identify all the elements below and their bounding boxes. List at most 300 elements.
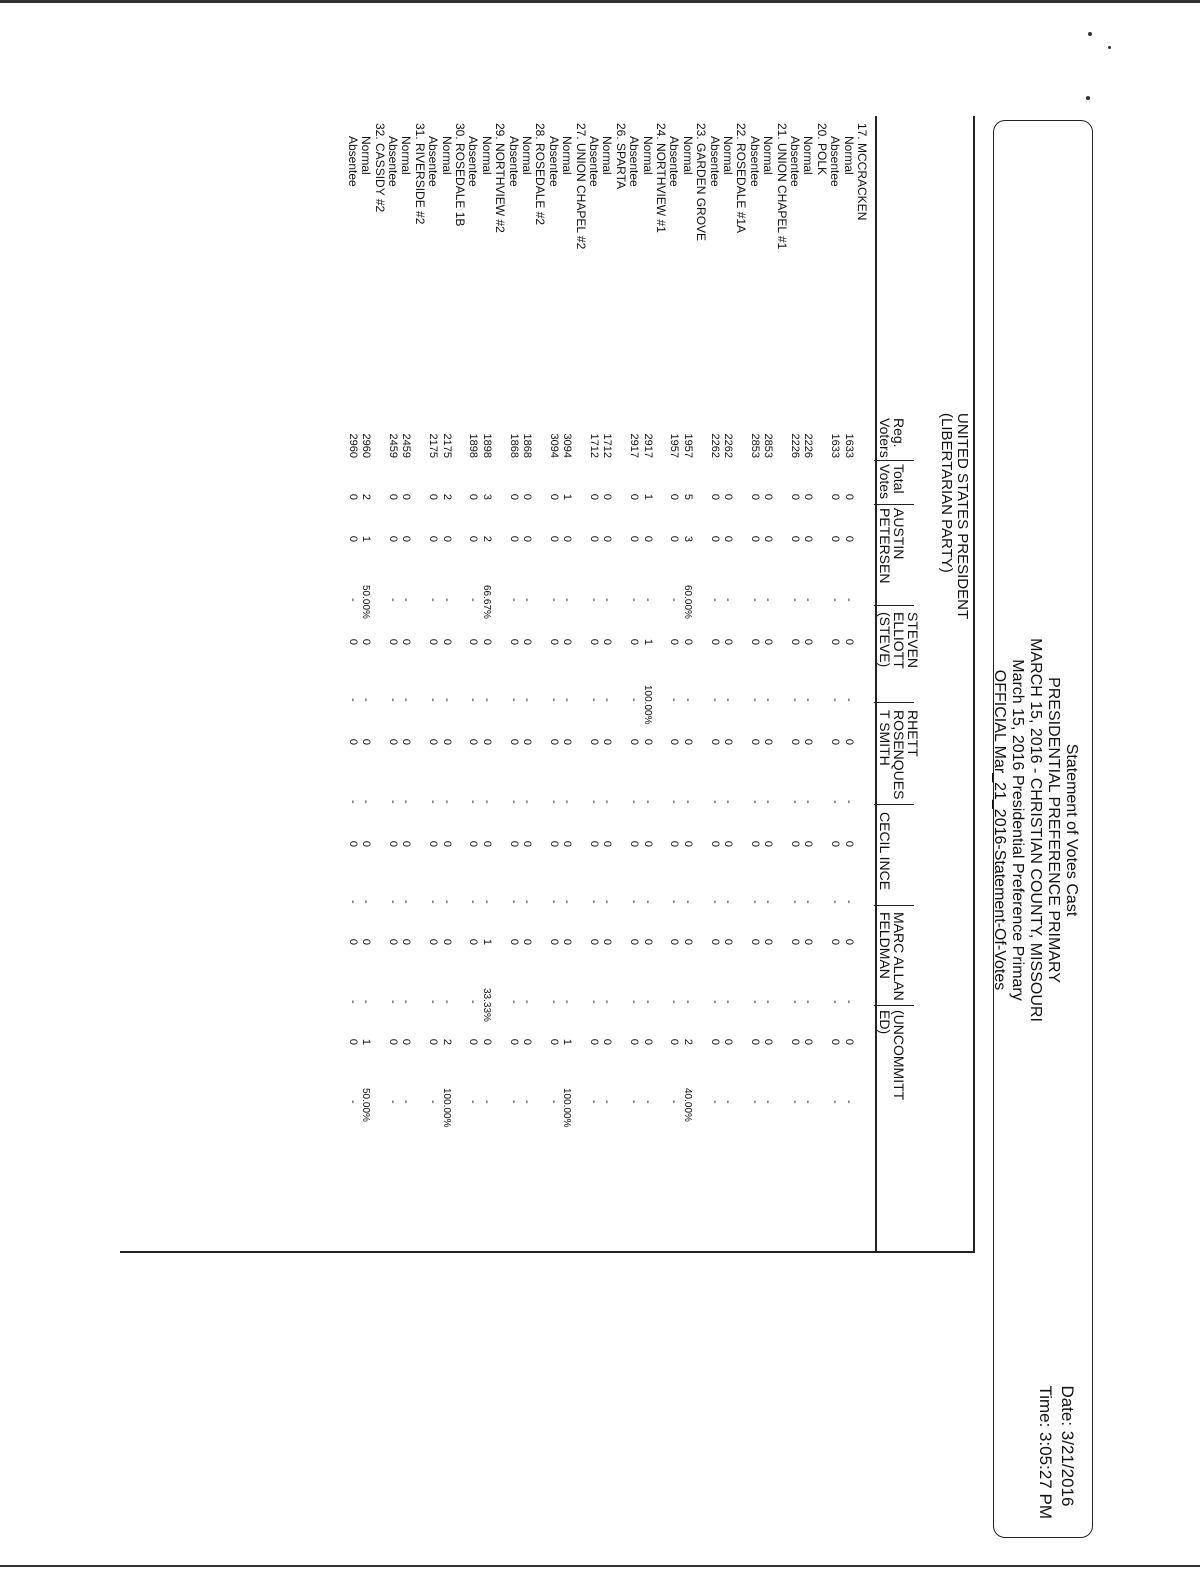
candidate-votes-cell: 0 [588,535,600,542]
candidate-votes-cell: 0 [628,638,641,645]
total-votes-cell: 2 [440,493,453,500]
candidate-pct-cell: - [387,1000,399,1004]
candidate-pct-cell: - [762,698,775,702]
candidate-votes-cell: 0 [802,738,815,745]
candidate-votes-cell: 0 [400,638,413,645]
candidate-pct-cell: - [748,800,761,804]
reg-voters-cell: 2175 [427,433,440,458]
candidate-votes-cell: 0 [722,535,734,542]
candidate-pct-cell: 50.00% [360,1088,372,1122]
candidate-pct-cell: - [480,1100,493,1104]
candidate-pct-cell: - [427,698,440,702]
vote-type-label: Normal [439,136,454,175]
total-votes-cell: 0 [521,493,533,500]
candidate-pct-cell: - [561,698,574,702]
candidate-pct-cell: - [440,900,453,904]
column-header [878,912,906,1001]
column-header-line: CECIL INCE [877,812,893,891]
candidate-votes-cell: 0 [748,638,761,645]
candidate-votes-cell: 0 [588,738,600,745]
candidate-votes-cell: 0 [521,938,533,945]
candidate-votes-cell: 3 [681,535,694,542]
candidate-votes-cell: 0 [842,938,855,945]
candidate-votes-cell: 0 [842,738,855,745]
vote-type-label: Absentee [627,136,642,187]
reg-voters-cell: 3094 [561,433,574,458]
candidate-pct-cell: - [400,1000,413,1004]
column-divider [874,905,914,906]
candidate-votes-cell: 0 [708,535,721,542]
candidate-votes-cell: 0 [400,1038,413,1045]
candidate-pct-cell: - [802,698,815,702]
candidate-votes-cell: 0 [547,1038,560,1045]
total-votes-cell: 0 [346,493,359,500]
candidate-votes-cell: 0 [641,840,654,847]
total-votes-cell: 0 [601,493,614,500]
total-votes-cell: 0 [802,493,815,500]
candidate-votes-cell: 0 [440,840,453,847]
candidate-votes-cell: 0 [467,938,480,945]
candidate-pct-cell: - [708,900,721,904]
candidate-pct-cell: - [789,900,801,904]
candidate-votes-cell: 0 [467,840,480,847]
candidate-votes-cell: 0 [440,638,453,645]
total-votes-cell: 0 [748,493,761,500]
candidate-pct-cell: 66.67% [480,585,492,619]
total-votes-cell: 0 [708,493,721,500]
reg-voters-cell: 1957 [668,433,681,458]
column-header-line: Total [891,464,907,494]
candidate-votes-cell: 0 [722,840,734,847]
candidate-votes-cell: 0 [748,738,761,745]
vote-type-label: Absentee [466,136,481,187]
title-line: Statement of Votes Cast [1063,743,1080,917]
candidate-pct-cell: - [668,598,681,602]
candidate-votes-cell: 0 [829,938,842,945]
candidate-votes-cell: 0 [722,1038,734,1045]
candidate-pct-cell: - [641,800,654,804]
candidate-pct-cell: - [829,1100,842,1104]
candidate-pct-cell: - [829,698,842,702]
candidate-pct-cell: - [440,1000,453,1004]
candidate-pct-cell: - [521,800,533,804]
candidate-votes-cell: 0 [762,638,775,645]
reg-voters-cell: 2853 [762,433,775,458]
candidate-pct-cell: - [346,1100,359,1104]
column-header [878,418,906,458]
candidate-votes-cell: 0 [681,638,694,645]
candidate-pct-cell: - [387,900,399,904]
top-scan-edge [0,0,1200,3]
candidate-pct-cell: - [789,1100,801,1104]
candidate-pct-cell: - [708,1000,721,1004]
candidate-pct-cell: - [467,1100,480,1104]
reg-voters-cell: 2459 [400,433,413,458]
candidate-pct-cell: - [681,1000,694,1004]
candidate-votes-cell: 0 [601,938,614,945]
candidate-votes-cell: 0 [681,738,694,745]
candidate-pct-cell: - [802,800,815,804]
candidate-pct-cell: - [802,1000,815,1004]
report-date: Date: 3/21/2016 [1058,1385,1077,1507]
candidate-votes-cell: 0 [748,938,761,945]
candidate-pct-cell: - [480,800,493,804]
candidate-votes-cell: 0 [387,535,399,542]
reg-voters-cell: 1633 [829,433,842,458]
candidate-pct-cell: - [829,1000,842,1004]
candidate-votes-cell: 0 [547,840,560,847]
candidate-pct-cell: - [762,900,775,904]
candidate-votes-cell: 0 [668,738,681,745]
candidate-votes-cell: 0 [400,535,413,542]
candidate-pct-cell: - [346,800,359,804]
precinct-name: 27. UNION CHAPEL #2 [573,123,588,250]
candidate-pct-cell: - [842,900,855,904]
total-votes-cell: 0 [467,493,480,500]
candidate-pct-cell: - [400,900,413,904]
bottom-scan-edge [0,1565,1200,1567]
reg-voters-cell: 2226 [789,433,801,458]
candidate-votes-cell: 0 [507,840,520,847]
candidate-pct-cell: - [400,800,413,804]
column-header-line: (UNCOMMITT [891,1010,907,1101]
candidate-votes-cell: 0 [829,1038,842,1045]
column-header-line: STEVEN [905,612,921,669]
candidate-pct-cell: - [722,1000,734,1004]
precinct-name: 26. SPARTA [613,123,628,190]
candidate-votes-cell: 0 [842,535,855,542]
candidate-pct-cell: - [668,900,681,904]
candidate-pct-cell: - [708,698,721,702]
column-divider [874,702,914,703]
candidate-votes-cell: 0 [829,840,842,847]
candidate-pct-cell: - [588,698,600,702]
reg-voters-cell: 1898 [480,433,493,458]
candidate-votes-cell: 1 [480,938,493,945]
candidate-pct-cell: - [802,1100,815,1104]
candidate-pct-cell: - [762,1100,775,1104]
candidate-votes-cell: 1 [360,535,373,542]
column-header-line: MARC ALLAN [891,912,907,1001]
candidate-votes-cell: 0 [467,1038,480,1045]
candidate-votes-cell: 0 [762,1038,775,1045]
vote-type-label: Normal [680,136,695,175]
precinct-name: 32. CASSIDY #2 [372,123,387,213]
total-votes-cell: 0 [507,493,520,500]
candidate-votes-cell: 0 [427,938,440,945]
candidate-pct-cell: - [467,698,480,702]
candidate-votes-cell: 0 [507,938,520,945]
candidate-pct-cell: - [547,598,560,602]
column-header-line: ED) [877,1010,893,1035]
candidate-pct-cell: - [521,598,533,602]
candidate-votes-cell: 0 [762,938,775,945]
reg-voters-cell: 2917 [628,433,641,458]
column-header [878,612,920,669]
candidate-pct-cell: 40.00% [681,1088,693,1122]
candidate-votes-cell: 0 [400,840,413,847]
reg-voters-cell: 2262 [722,433,734,458]
candidate-votes-cell: 0 [480,1038,493,1045]
candidate-votes-cell: 0 [802,638,815,645]
candidate-votes-cell: 0 [829,738,842,745]
candidate-pct-cell: - [748,1000,761,1004]
reg-voters-cell: 2917 [641,433,654,458]
candidate-pct-cell: - [748,698,761,702]
candidate-pct-cell: - [467,900,480,904]
candidate-votes-cell: 0 [601,638,614,645]
candidate-votes-cell: 0 [480,738,493,745]
candidate-pct-cell: - [628,1000,641,1004]
candidate-pct-cell: - [708,598,721,602]
candidate-votes-cell: 0 [440,938,453,945]
candidate-pct-cell: - [588,800,600,804]
candidate-votes-cell: 0 [547,638,560,645]
candidate-votes-cell: 0 [668,535,681,542]
candidate-votes-cell: 0 [346,738,359,745]
candidate-votes-cell: 0 [681,840,694,847]
candidate-votes-cell: 0 [561,535,574,542]
candidate-pct-cell: - [708,1100,721,1104]
candidate-votes-cell: 0 [547,535,560,542]
candidate-pct-cell: 100.00% [641,685,653,725]
candidate-votes-cell: 0 [829,535,842,542]
candidate-pct-cell: 33.33% [480,988,492,1022]
candidate-pct-cell: - [722,698,734,702]
candidate-votes-cell: 0 [628,1038,641,1045]
candidate-pct-cell: - [628,1100,641,1104]
candidate-pct-cell: - [842,800,855,804]
candidate-votes-cell: 0 [480,638,493,645]
total-votes-cell: 0 [547,493,560,500]
candidate-pct-cell: - [507,698,520,702]
precinct-name: 17. MCCRACKEN [855,123,869,221]
reg-voters-cell: 2459 [387,433,399,458]
column-header-rule [876,116,878,1251]
candidate-votes-cell: 0 [427,840,440,847]
candidate-pct-cell: - [400,598,413,602]
precinct-name: 21. UNION CHAPEL #1 [774,123,789,250]
candidate-pct-cell: - [427,598,440,602]
candidate-votes-cell: 0 [722,638,734,645]
column-header-line: RHETT [905,710,921,757]
candidate-votes-cell: 0 [722,938,734,945]
candidate-pct-cell: - [789,1000,801,1004]
vote-type-label: Normal [520,136,534,175]
candidate-votes-cell: 0 [641,535,654,542]
vote-type-label: Absentee [587,136,601,187]
title-line: PRESIDENTIAL PREFERENCE PRIMARY [1045,677,1062,983]
vote-type-label: Absentee [506,136,521,187]
candidate-pct-cell: - [387,698,399,702]
candidate-pct-cell: - [440,598,453,602]
title-line: MARCH 15, 2016 - CHRISTIAN COUNTY, MISSOURI [1027,638,1044,1022]
reg-voters-cell: 1957 [681,433,694,458]
reg-voters-cell: 2226 [802,433,815,458]
reg-voters-cell: 1712 [601,433,614,458]
candidate-votes-cell: 0 [641,738,654,745]
candidate-pct-cell: - [360,900,373,904]
total-votes-cell: 0 [842,493,855,500]
total-votes-cell: 0 [427,493,440,500]
column-header-line: AUSTIN [891,508,907,560]
reg-voters-cell: 2853 [748,433,761,458]
vote-type-label: Normal [359,136,374,175]
candidate-votes-cell: 0 [588,1038,600,1045]
candidate-votes-cell: 0 [440,738,453,745]
reg-voters-cell: 1633 [842,433,855,458]
candidate-pct-cell: - [480,900,493,904]
candidate-pct-cell: - [507,900,520,904]
candidate-pct-cell: - [668,800,681,804]
candidate-votes-cell: 0 [628,535,641,542]
candidate-votes-cell: 0 [789,938,801,945]
candidate-votes-cell: 0 [601,535,614,542]
candidate-votes-cell: 0 [387,938,399,945]
statement-sheet [100,90,1100,1540]
table-bottom-rule [120,1251,975,1253]
column-header-line: (STEVE) [877,612,893,668]
total-votes-cell: 0 [400,493,413,500]
candidate-votes-cell: 0 [400,738,413,745]
candidate-votes-cell: 0 [588,938,600,945]
candidate-votes-cell: 0 [346,638,359,645]
title-line: OFFICIAL Mar_21_2016-Statement-Of-Votes [991,669,1008,991]
vote-type-label: Absentee [345,136,360,187]
candidate-pct-cell: - [681,698,694,702]
candidate-pct-cell: - [722,598,734,602]
candidate-votes-cell: 0 [601,1038,614,1045]
candidate-votes-cell: 0 [360,738,373,745]
candidate-pct-cell: - [601,598,614,602]
candidate-votes-cell: 0 [521,840,533,847]
candidate-votes-cell: 0 [722,738,734,745]
reg-voters-cell: 1712 [588,433,600,458]
vote-type-label: Absentee [386,136,400,187]
vote-type-label: Absentee [426,136,441,187]
column-header-line: FELDMAN [877,912,893,979]
candidate-votes-cell: 0 [708,638,721,645]
candidate-votes-cell: 0 [467,738,480,745]
candidate-pct-cell: - [829,598,842,602]
race-office: UNITED STATES PRESIDENT [954,413,971,620]
precinct-name: 20. POLK [814,123,829,176]
candidate-pct-cell: - [588,900,600,904]
candidate-pct-cell: - [802,598,815,602]
vote-type-label: Absentee [667,136,682,187]
candidate-pct-cell: - [507,800,520,804]
candidate-pct-cell: - [521,900,533,904]
report-time: Time: 3:05:27 PM [1036,1385,1055,1519]
precinct-name: 28. ROSEDALE #2 [533,123,548,226]
reg-voters-cell: 2960 [360,433,373,458]
candidate-pct-cell: - [681,800,694,804]
candidate-pct-cell: - [722,1100,734,1104]
candidate-pct-cell: - [601,900,614,904]
candidate-votes-cell: 0 [588,840,600,847]
candidate-votes-cell: 0 [387,738,399,745]
candidate-votes-cell: 2 [480,535,493,542]
candidate-votes-cell: 0 [561,638,574,645]
total-votes-cell: 0 [722,493,734,500]
candidate-pct-cell: - [668,1000,681,1004]
candidate-pct-cell: - [762,800,775,804]
candidate-votes-cell: 0 [628,938,641,945]
candidate-votes-cell: 0 [507,1038,520,1045]
candidate-votes-cell: 0 [601,738,614,745]
vote-type-label: Normal [399,136,414,175]
candidate-pct-cell: - [467,598,480,602]
candidate-pct-cell: - [588,598,600,602]
candidate-votes-cell: 1 [561,1038,574,1045]
candidate-pct-cell: - [507,1000,520,1004]
candidate-votes-cell: 0 [440,535,453,542]
candidate-votes-cell: 0 [681,938,694,945]
column-divider [874,504,914,505]
candidate-pct-cell: - [668,698,681,702]
candidate-pct-cell: - [507,1100,520,1104]
candidate-votes-cell: 0 [521,738,533,745]
candidate-pct-cell: - [360,800,373,804]
precinct-name: 23. GARDEN GROVE [694,123,709,242]
column-divider [874,460,914,461]
candidate-votes-cell: 0 [427,1038,440,1045]
candidate-votes-cell: 0 [802,840,815,847]
candidate-pct-cell: - [641,1000,654,1004]
candidate-votes-cell: 0 [829,638,842,645]
candidate-pct-cell: - [601,800,614,804]
candidate-pct-cell: - [842,698,855,702]
candidate-pct-cell: - [601,698,614,702]
column-header-line: ELLIOTT [891,612,907,669]
candidate-pct-cell: - [346,900,359,904]
candidate-votes-cell: 0 [708,738,721,745]
candidate-votes-cell: 0 [789,638,801,645]
candidate-votes-cell: 0 [507,535,520,542]
candidate-votes-cell: 0 [842,1038,855,1045]
candidate-votes-cell: 0 [748,1038,761,1045]
total-votes-cell: 0 [588,493,600,500]
candidate-pct-cell: - [547,800,560,804]
candidate-pct-cell: - [547,900,560,904]
race-party: (LIBERTARIAN PARTY) [938,413,955,573]
total-votes-cell: 1 [641,493,654,500]
candidate-pct-cell: - [628,598,641,602]
scan-speck [1088,32,1092,36]
candidate-votes-cell: 0 [507,738,520,745]
vote-type-label: Normal [560,136,575,175]
column-header-line: ROSENQUES [891,710,907,800]
candidate-votes-cell: 0 [668,638,681,645]
candidate-pct-cell: - [748,598,761,602]
candidate-votes-cell: 2 [440,1038,453,1045]
candidate-votes-cell: 0 [346,938,359,945]
candidate-pct-cell: - [521,698,533,702]
column-header-line: Votes [877,464,893,500]
candidate-pct-cell: - [427,1100,440,1104]
candidate-pct-cell: - [547,698,560,702]
candidate-pct-cell: - [722,900,734,904]
report-title [990,121,1080,1539]
candidate-pct-cell: - [400,698,413,702]
precinct-name: 29. NORTHVIEW #2 [493,123,508,233]
candidate-pct-cell: - [440,800,453,804]
total-votes-cell: 0 [789,493,801,500]
candidate-pct-cell: - [681,900,694,904]
candidate-pct-cell: - [641,1100,654,1104]
total-votes-cell: 2 [360,493,373,500]
candidate-votes-cell: 0 [789,535,801,542]
